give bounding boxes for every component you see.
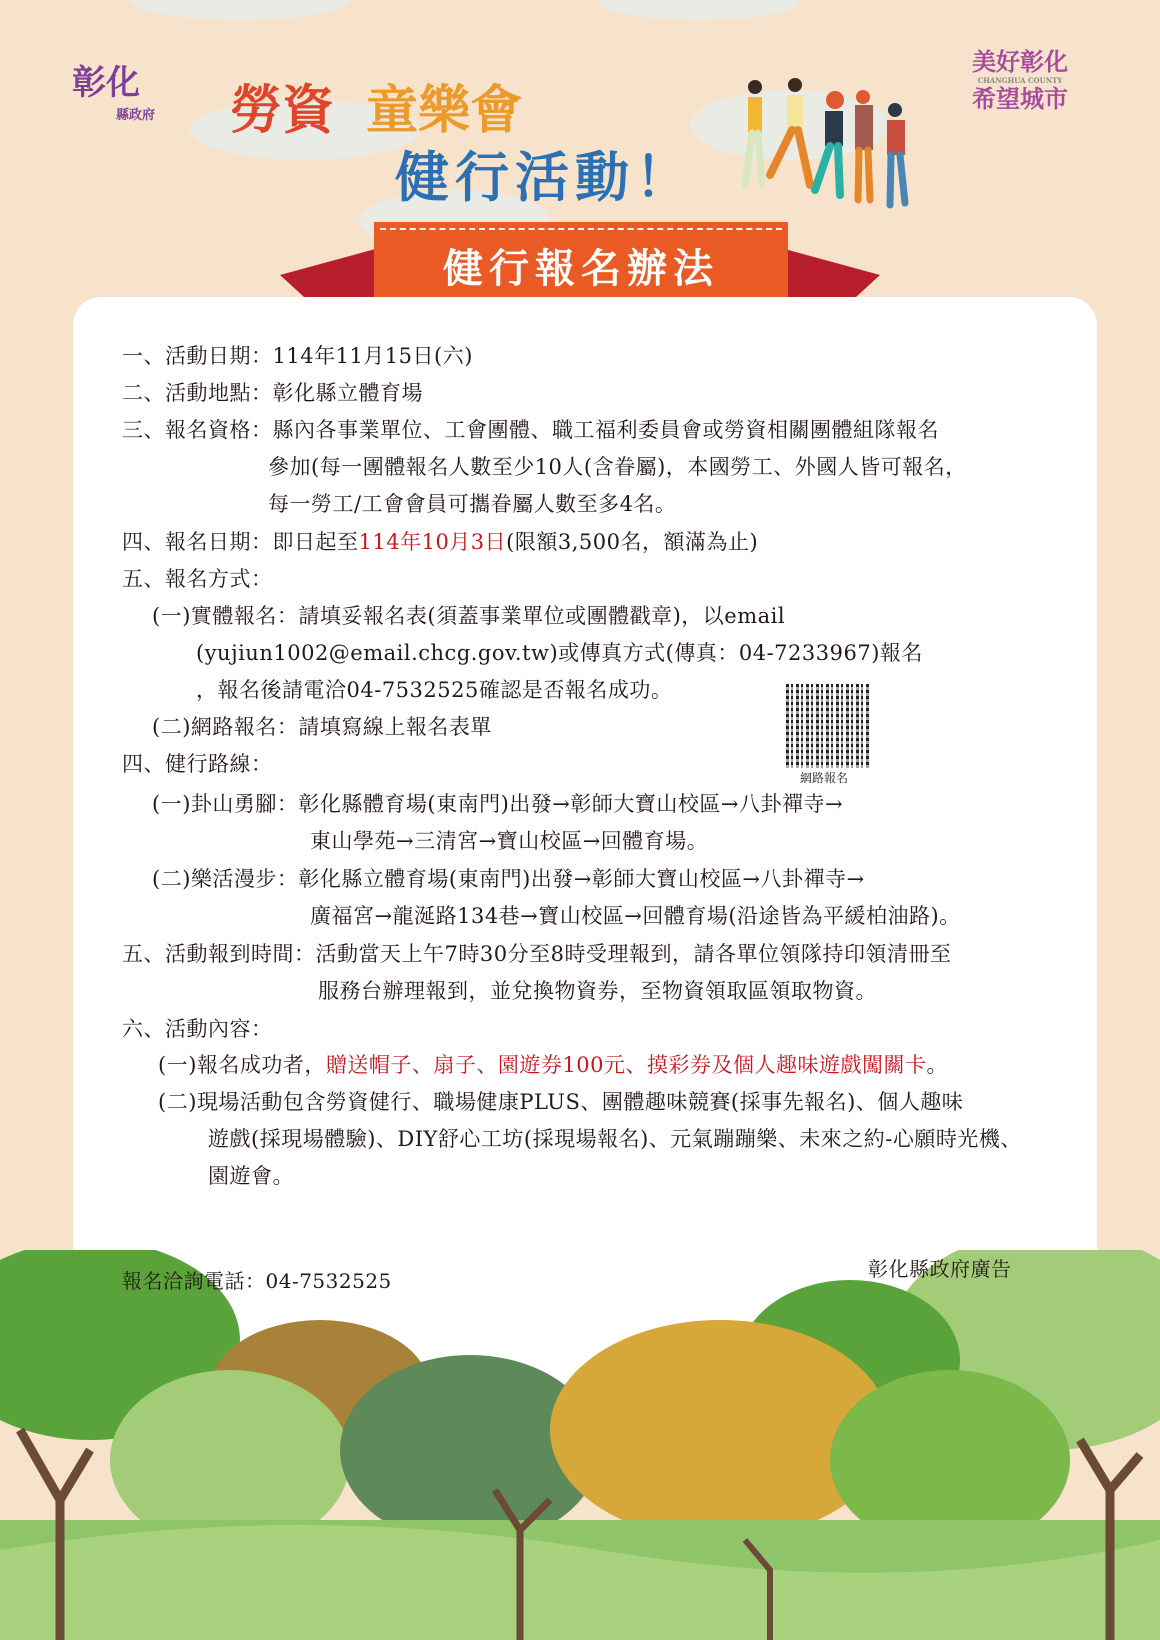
logo-main: 彰化 [72, 63, 140, 103]
line-text: (限額3,500名，額滿為止) [506, 530, 759, 554]
info-line [122, 417, 939, 443]
qr-code[interactable] [786, 684, 870, 768]
highlight-text: 114年10月3日 [358, 530, 507, 554]
trees-illustration [0, 1250, 1160, 1640]
logo-en: CHANGHUA COUNTY [977, 76, 1063, 85]
line-text: 每一勞工/工會會員可攜眷屬人數至多4名。 [268, 492, 677, 516]
info-line [152, 603, 785, 629]
info-line [196, 640, 923, 666]
line-text: (二)樂活漫步：彰化縣立體育場(東南門)出發→彰師大寶山校區→八卦禪寺→ [152, 867, 865, 891]
line-text: (yujiun1002@email.chcg.gov.tw)或傳真方式(傳真：04-7233967)報名 [196, 641, 923, 665]
beautiful-changhua-logo [972, 48, 1068, 113]
info-line [122, 343, 473, 369]
info-line [122, 941, 951, 967]
info-line [310, 828, 708, 854]
sponsor-note: 彰化縣政府廣告 [868, 1257, 1012, 1281]
hikers-illustration [740, 75, 980, 210]
line-text: (一)卦山勇腳：彰化縣體育場(東南門)出發→彰師大寶山校區→八卦禪寺→ [152, 792, 844, 816]
line-text: 六、活動內容： [122, 1017, 273, 1041]
cloud-decoration [130, 0, 350, 20]
line-text: 廣福宮→龍涎路134巷→寶山校區→回體育場(沿途皆為平緩柏油路)。 [310, 904, 961, 928]
info-line [122, 566, 273, 592]
line-text: 東山學苑→三清宮→寶山校區→回體育場。 [310, 829, 709, 853]
info-line [208, 1163, 294, 1189]
line-text: ，報名後請電洽04-7532525確認是否報名成功。 [196, 678, 673, 702]
line-text: 五、活動報到時間：活動當天上午7時30分至8時受理報到，請各單位領隊持印領清冊至 [122, 942, 952, 966]
highlight-text: 贈送帽子、扇子、園遊券100元、摸彩券及個人趣味遊戲闖關卡 [325, 1053, 927, 1077]
line-text: 一、活動日期：114年11月15日(六) [122, 344, 473, 368]
qr-caption: 網路報名 [800, 771, 849, 785]
contact-phone: 報名洽詢電話：04-7532525 [122, 1269, 392, 1293]
info-line [122, 1016, 273, 1042]
info-line [122, 751, 273, 777]
line-text: 二、活動地點：彰化縣立體育場 [122, 381, 423, 405]
info-line [122, 380, 423, 406]
info-line [268, 454, 967, 480]
line-text: (一)實體報名：請填妥報名表(須蓋事業單位或團體戳章)，以email [152, 604, 786, 628]
event-title [230, 68, 522, 143]
logo-line2: 希望城市 [972, 84, 1068, 113]
event-subtitle: 健行活動！ [395, 146, 695, 209]
changhua-county-logo [72, 55, 155, 123]
line-text: (一)報名成功者， [158, 1053, 326, 1077]
info-line [268, 491, 676, 517]
logo-line1: 美好彰化 [972, 47, 1068, 76]
title-labor: 勞資 [230, 81, 335, 141]
line-text: 。 [926, 1053, 948, 1077]
info-line [196, 677, 672, 703]
info-line [152, 714, 492, 740]
title-fun: 童樂會 [366, 81, 523, 141]
info-line [310, 903, 961, 929]
line-text: (二)網路報名：請填寫線上報名表單 [152, 715, 492, 739]
line-text: 園遊會。 [208, 1164, 294, 1188]
info-line [152, 791, 843, 817]
line-text: 遊戲(採現場體驗)、DIY舒心工坊(採現場報名)、元氣蹦蹦樂、未來之約-心願時光機、 [208, 1127, 1022, 1151]
banner-title: 健行報名辦法 [380, 228, 782, 306]
info-line [208, 1126, 1022, 1152]
line-text: 三、報名資格：縣內各事業單位、工會團體、職工福利委員會或勞資相關團體組隊報名 [122, 418, 939, 442]
info-line [158, 1089, 963, 1115]
info-line [318, 978, 877, 1004]
info-line [122, 529, 758, 555]
logo-sub: 縣政府 [116, 108, 156, 123]
line-text: (二)現場活動包含勞資健行、職場健康PLUS、團體趣味競賽(採事先報名)、個人趣味 [158, 1090, 964, 1114]
line-text: 五、報名方式： [122, 567, 273, 591]
line-text: 四、報名日期：即日起至 [122, 530, 359, 554]
cloud-decoration [600, 0, 800, 20]
line-text: 服務台辦理報到，並兌換物資券，至物資領取區領取物資。 [318, 979, 877, 1003]
info-line [152, 866, 865, 892]
line-text: 參加(每一團體報名人數至少10人(含眷屬)，本國勞工、外國人皆可報名， [268, 455, 967, 479]
info-line [158, 1052, 948, 1078]
line-text: 四、健行路線： [122, 752, 273, 776]
